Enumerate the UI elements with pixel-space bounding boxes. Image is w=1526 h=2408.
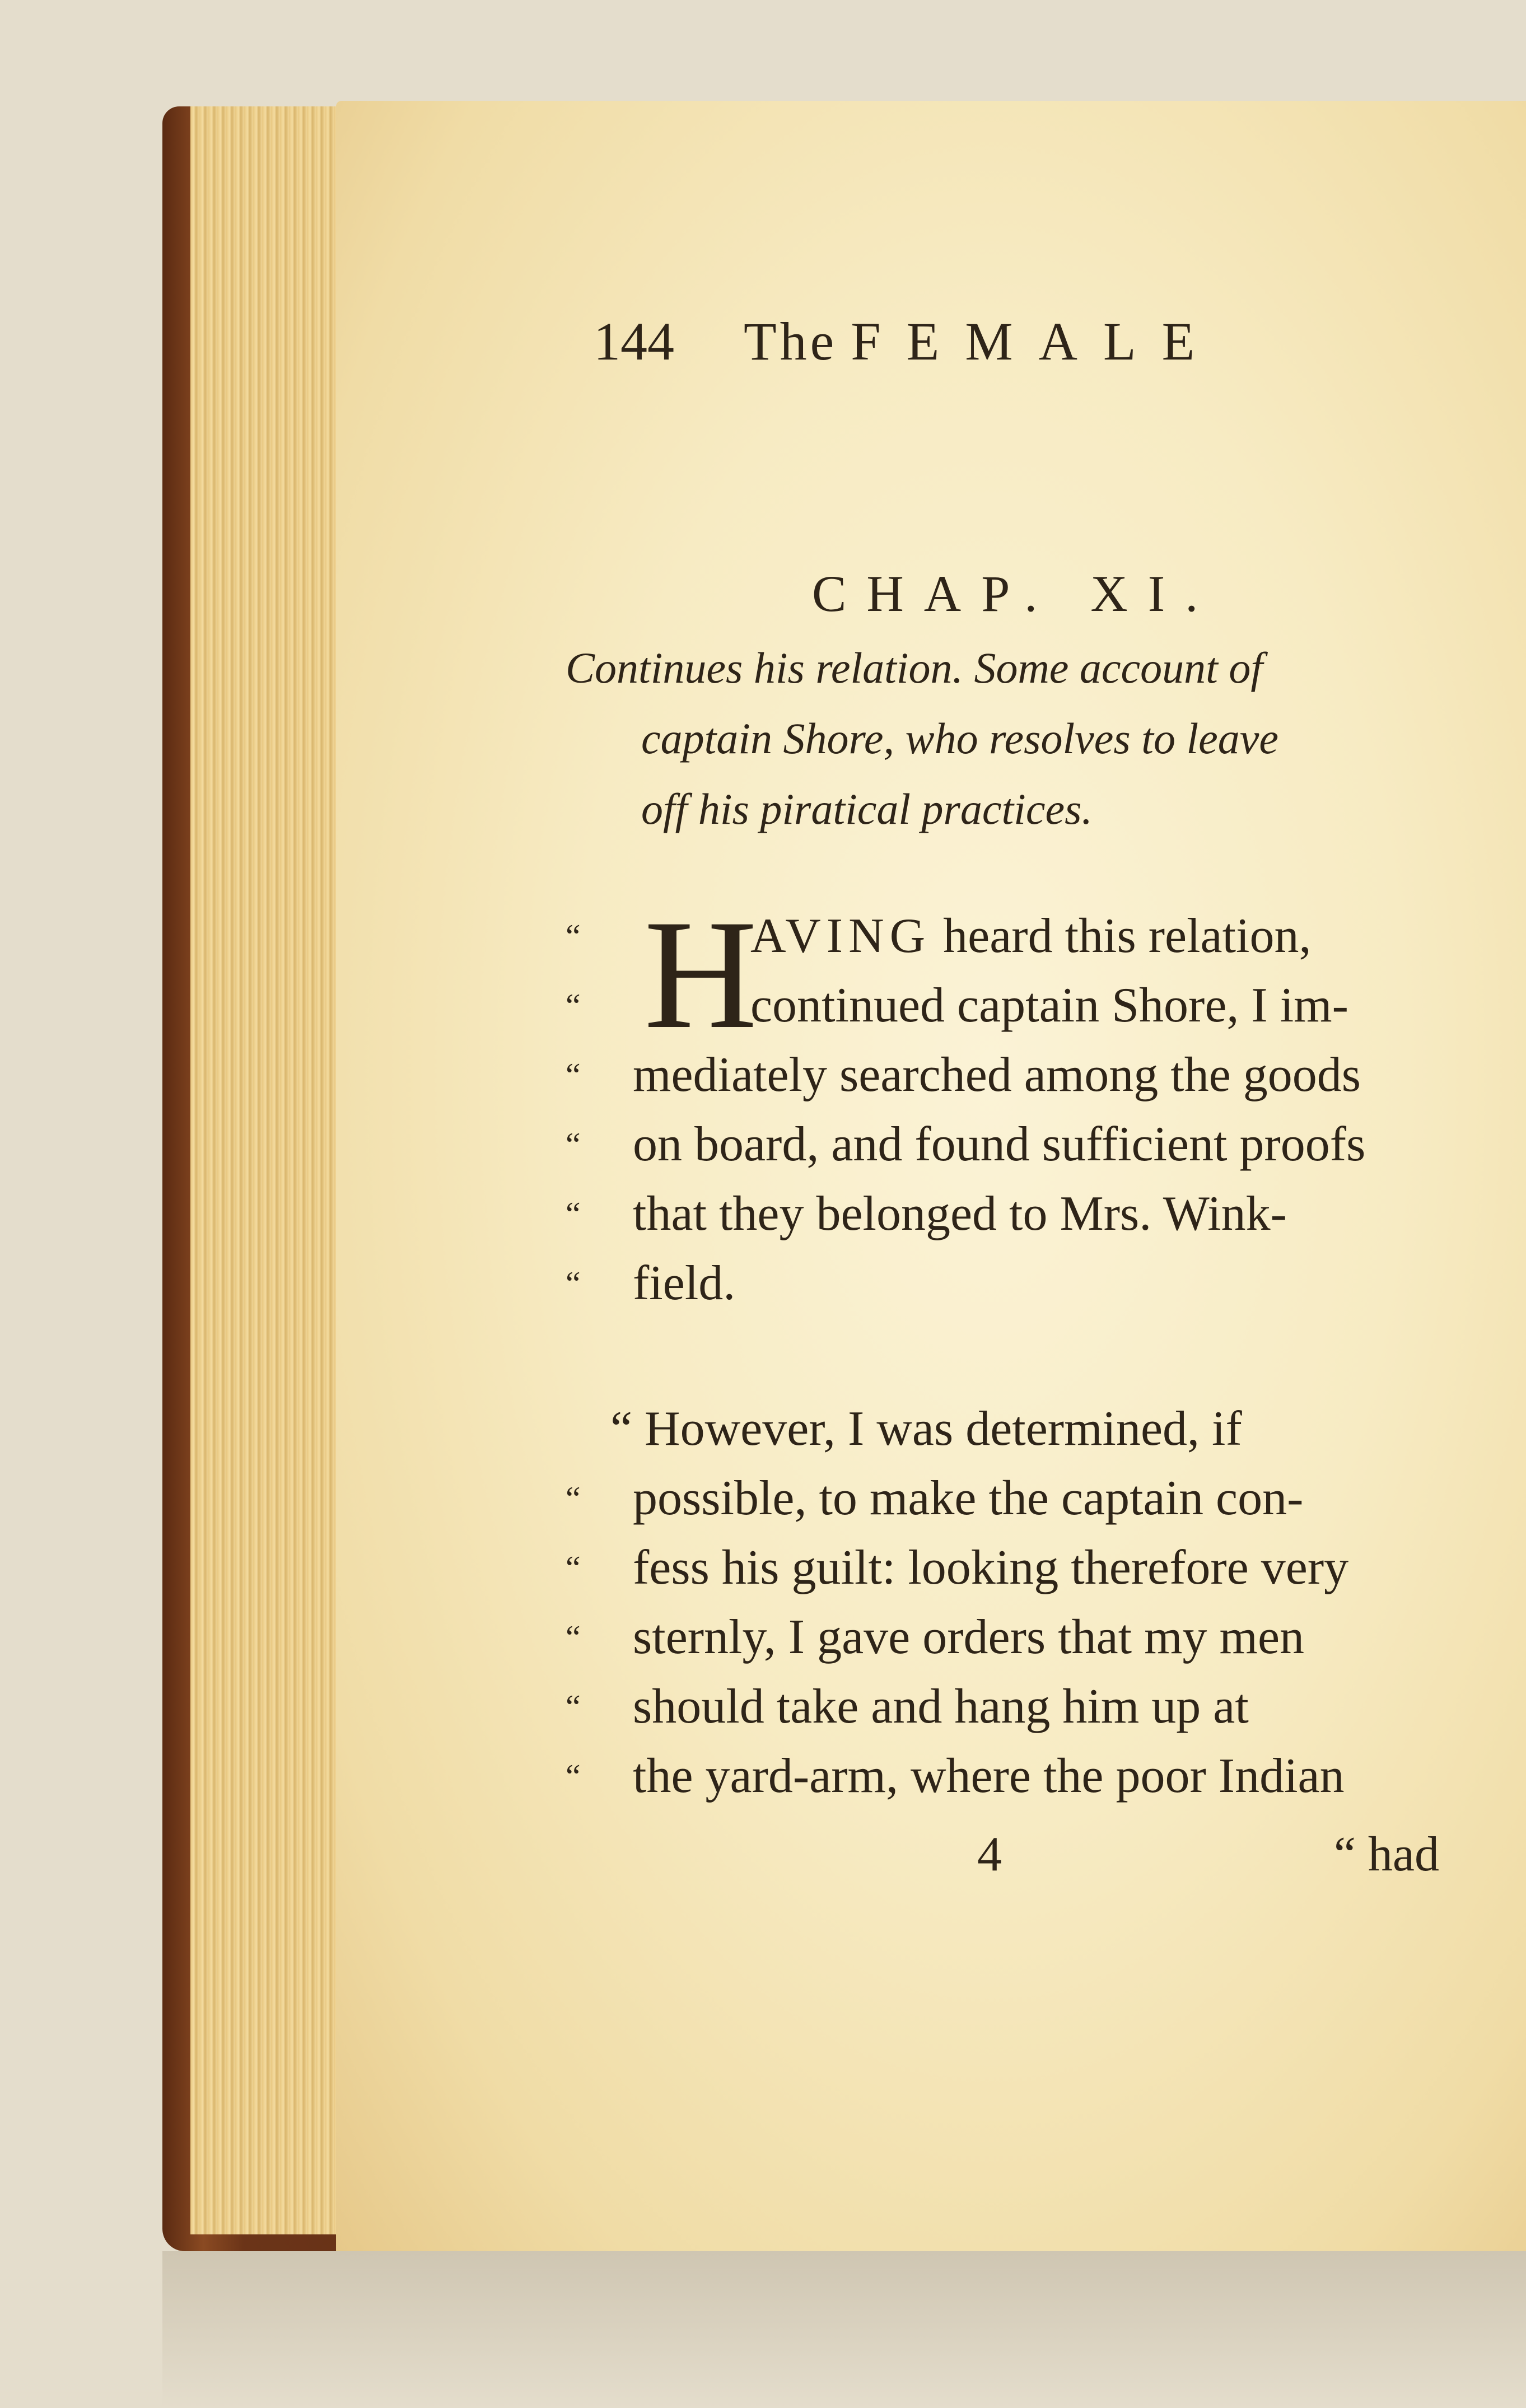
text-line-content: sternly, I gave orders that my men [633,1610,1305,1664]
chapter-summary [566,633,1445,846]
quote-mark: “ [566,1196,581,1233]
quote-mark: “ [566,1550,581,1586]
text-line [566,1394,1439,1464]
quote-mark: “ [566,1480,581,1517]
text-line-content [750,902,1312,971]
text-line-content: should take and hang him up at [633,1679,1249,1734]
drop-cap: H [644,887,758,1061]
text-line [566,1249,1439,1318]
catchword: “ had [1333,1827,1439,1882]
quote-mark: “ [566,1126,581,1163]
background-shadow [162,2251,1526,2408]
page-footer [566,1820,1439,1889]
quote-mark: “ [566,1265,581,1302]
summary-line: Continues his relation. Some account of [566,643,1263,692]
text-line [566,1179,1439,1249]
small-caps: AVING [750,909,931,963]
quote-mark: “ [566,1057,581,1094]
text-line-content: possible, to make the captain con- [633,1471,1304,1525]
text-line [566,1533,1439,1603]
quote-mark: “ [566,1688,581,1725]
text-line-content: “ However, I was determined, if [610,1402,1242,1456]
text-line [566,1040,1439,1110]
text-line [566,1110,1439,1179]
text-line-content: on board, and found sufficient proofs [633,1117,1366,1172]
paragraph-2 [566,1394,1439,1811]
paragraph-1 [566,887,1439,1318]
signature-mark: 4 [977,1827,1002,1882]
summary-line: captain Shore, who resolves to leave [641,714,1278,763]
running-title-caps: FEMALE [851,311,1221,371]
quote-mark: “ [566,1619,581,1656]
text-line [566,1742,1439,1811]
quote-mark: “ [566,1758,581,1795]
summary-line: off his piratical practices. [641,785,1093,833]
text-line-content: mediately searched among the goods [633,1048,1361,1102]
quote-mark: “ [566,918,581,955]
chapter-heading: CHAP. XI. [812,565,1219,622]
text-line [566,1464,1439,1533]
running-header [594,302,1322,381]
text-line-content: fess his guilt: looking therefore very [633,1541,1349,1595]
text-line [566,1672,1439,1742]
page-number: 144 [594,311,674,371]
text-line-content: continued captain Shore, I im- [750,978,1348,1033]
text-line-content: field. [633,1256,736,1310]
line-rest: heard this relation, [931,909,1312,963]
text-line [566,1603,1439,1672]
text-line-content: the yard-arm, where the poor Indian [633,1749,1345,1803]
text-line [566,971,1439,1040]
text-line-content: that they belonged to Mrs. Wink- [633,1187,1287,1241]
quote-mark: “ [566,987,581,1024]
running-title-word: The [744,311,838,371]
